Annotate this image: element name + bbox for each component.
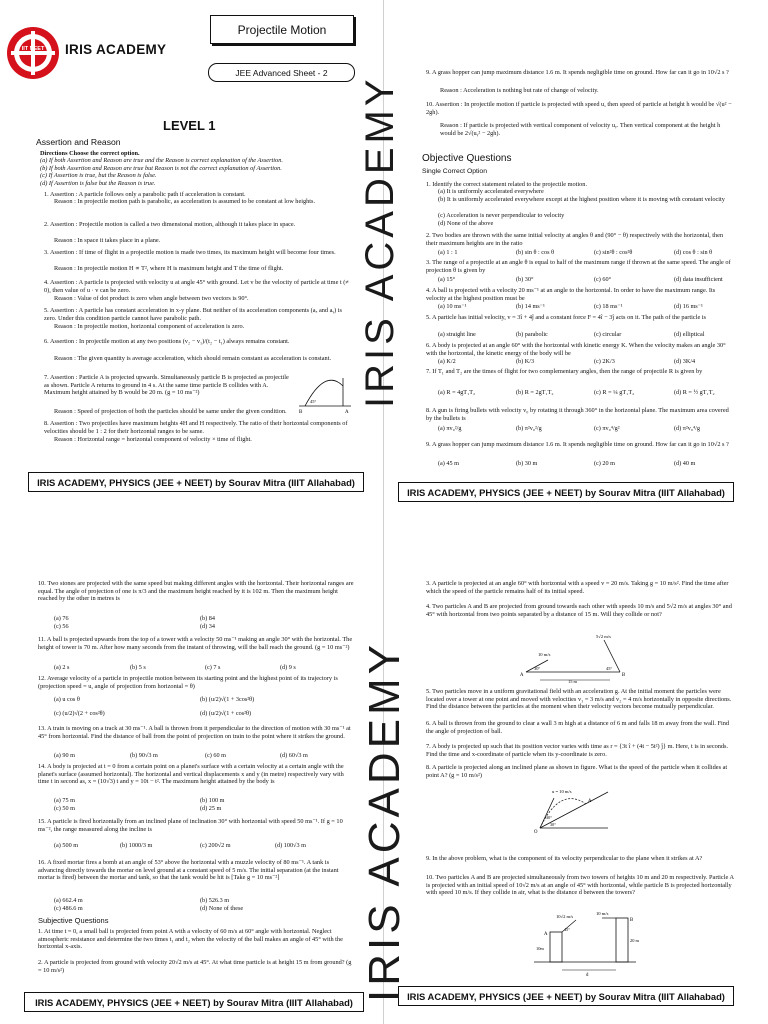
ar-q10-reason: Reason : If particle is projected with vertical component of velocity uᵧ. Then vertical component at the height h would be 2√(uᵧ² − 2gh).	[440, 122, 721, 137]
page-3	[0, 512, 384, 1024]
obj-q15-a: (a) 500 m	[54, 842, 79, 849]
figure-subj-q8	[534, 786, 614, 834]
ar-q4: 4. Assertion : A particle is projected with velocity u at angle 45° with ground. Let v be the velocity of particle at time t (≠ 0), then value of u · v can be zero.	[44, 279, 349, 294]
direction-b: (b) If both Assertion and Reason are true but Reason is not the correct explanation of Assertion.	[40, 165, 282, 172]
fig-label-a: A	[345, 410, 349, 414]
obj-q9-c: (c) 20 m	[594, 460, 615, 467]
subj-q9: 9. In the above problem, what is the component of its velocity perpendicular to the plane when it strikes at A?	[426, 855, 703, 862]
section-assertion-reason: Assertion and Reason	[36, 137, 121, 147]
obj-q6-d: (d) 3K/4	[674, 358, 696, 365]
obj-q16-d: (d) None of these	[200, 905, 244, 912]
ar-q8-reason: Reason : Horizontal range = horizontal component of velocity × time of flight.	[54, 436, 252, 443]
obj-q16: 16. A fixed mortar fires a bomb at an angle of 53° above the horizontal with a muzzle velocity of 80 ms⁻¹. A tank is advancing directly towards the mortar on level ground at a constant speed of 5 m/s. The initial separation (at the instant mortar is fired) between the mortar and tank, so that the tank would be hit is [Take g = 10 ms⁻²]	[38, 859, 339, 882]
fig8-a: A	[588, 799, 592, 804]
obj-q12-d: (d) (u/2)√(1 + cos²θ)	[200, 710, 252, 717]
fig8-o: O	[534, 830, 538, 834]
obj-q13: 13. A train is moving on a track at 30 ms⁻¹. A ball is thrown from it perpendicular to the direction of motion with 30 ms⁻¹ at 45° from horizontal. Find the distance of ball from the point of projection on train to the point where it strikes the ground.	[38, 725, 351, 740]
subj-q1: 1. At time t = 0, a small ball is projected from point A with a velocity of 60 m/s at 60° angle with horizontal. Neglect atmospheric resistance and determine the two times t₁ and t₂ when the velocity of the ball makes an angle of 45° with the horizontal x-axis.	[38, 928, 343, 951]
fig4-va: 10 m/s	[538, 652, 551, 657]
ar-q9-reason: Reason : Acceleration is nothing but rate of change of velocity.	[440, 87, 599, 94]
subj-q4: 4. Two particles A and B are projected from ground towards each other with speeds 10 m/s and 5√2 m/s at angles 30° and 45° with horizontal from two points separated by a distance of 15 m. Will they collide or not?	[426, 603, 732, 618]
fig10-height-a: 10m	[536, 946, 544, 951]
section-objective: Objective Questions	[422, 153, 512, 164]
obj-q11: 11. A ball is projected upwards from the top of a tower with a velocity 50 ms⁻¹ making an angle 30° with the horizontal. The height of tower is 70 m. After how many seconds from the instant of throwing, will the ball reach the ground. (g = 10 ms⁻²)	[38, 636, 353, 651]
obj-q5-a: (a) straight line	[438, 331, 476, 338]
obj-q4-b: (b) 14 ms⁻¹	[516, 303, 545, 310]
ar-q7: 7. Assertion : Particle A is projected upwards. Simultaneously particle B is projected as projectile as shown. Particle A returns to ground in 4 s. At the same time particle B collides with A. Maximum height attained by B would be 20 m. (g = 10 ms⁻²)	[44, 374, 289, 397]
fig4-vb: 5√2 m/s	[596, 634, 611, 639]
sheet-text: JEE Advanced Sheet - 2	[235, 67, 328, 78]
ar-q7-reason: Reason : Speed of projection of both the particles should be same under the given condition.	[54, 408, 287, 415]
subj-q3: 3. A particle is projected at an angle 60° with horizontal with a speed v = 20 m/s. Taking g = 10 m/s². Find the time after which the speed of the particle remains half of its initial speed.	[426, 580, 729, 595]
obj-q8-d: (d) π²v₀⁴/g	[674, 425, 700, 432]
ar-q3-reason: Reason : In projectile motion H ∝ T², where H is maximum height and T the time of flight.	[54, 265, 284, 272]
obj-q7-d: (d) R = ½ gT₁T₂	[674, 389, 715, 396]
direction-c: (c) If Assertion is true, but the Reason is false.	[40, 172, 157, 179]
obj-q7-b: (b) R = 2gT₁T₂	[516, 389, 554, 396]
footer-page-3: IRIS ACADEMY, PHYSICS (JEE + NEET) by Sourav Mitra (IIIT Allahabad)	[24, 992, 364, 1012]
obj-q12-a: (a) u cos θ	[54, 696, 80, 703]
subj-q6: 6. A ball is thrown from the ground to clear a wall 3 m high at a distance of 6 m and falls 18 m away from the wall. Find the angle of projection of ball.	[426, 720, 730, 735]
obj-q10: 10. Two stones are projected with the same speed but making different angles with the horizontal. Their horizontal ranges are equal. The angle of projection of one is π/3 and the maximum height reached by it is 102 m. Then the maximum height reached by the other in metres is	[38, 580, 354, 603]
obj-q3-c: (c) 60°	[594, 276, 612, 283]
page-4	[384, 512, 768, 1024]
ar-q6: 6. Assertion : In projectile motion at any two positions (v₂ − v₁)/(t₂ − t₁) always remains constant.	[44, 338, 290, 345]
obj-q9-d: (d) 40 m	[674, 460, 696, 467]
sub-subjective: Subjective Questions	[38, 916, 109, 925]
obj-q2-a: (a) 1 : 1	[438, 249, 458, 256]
obj-q12-c: (c) (u/2)√(2 + cos²θ)	[54, 710, 105, 717]
ar-q4-reason: Reason : Value of dot product is zero when angle between two vectors is 90°.	[54, 295, 249, 302]
obj-q4-a: (a) 10 ms⁻¹	[438, 303, 467, 310]
obj-q14-d: (d) 25 m	[200, 805, 222, 812]
obj-q7: 7. If T₁ and T₂ are the times of flight for two complementary angles, then the range of projectile R is given by	[426, 368, 703, 375]
obj-q6-c: (c) 2K/3	[594, 358, 615, 365]
fig8-speed: u = 10 m/s	[552, 789, 572, 794]
footer-page-2: IRIS ACADEMY, PHYSICS (JEE + NEET) by Sourav Mitra (IIIT Allahabad)	[398, 482, 734, 502]
obj-q3-d: (d) data insufficient	[674, 276, 723, 283]
obj-q10-a: (a) 76	[54, 615, 69, 622]
obj-q4-c: (c) 18 ms⁻¹	[594, 303, 623, 310]
fig10-va: 10√2 m/s	[556, 914, 574, 919]
obj-q3-b: (b) 30°	[516, 276, 534, 283]
obj-q15: 15. A particle is fired horizontally from an inclined plane of inclination 30° with horizontal with speed 50 ms⁻¹. If g = 10 ms⁻², the range measured along the incline is	[38, 818, 343, 833]
fig4-b: B	[622, 673, 626, 678]
sheet-label	[208, 63, 355, 82]
obj-q14: 14. A body is projected at t = 0 from a certain point on a planet's surface with a certain velocity at a certain angle with the planet's surface (assumed horizontal). The horizontal and vertical displacements x and y (in metre) respectively vary with time t in second as, x = (10√3) t and y = 10t − t². The maximum height attained by the body is	[38, 763, 344, 786]
obj-q15-c: (c) 200√2 m	[200, 842, 231, 849]
obj-q11-b: (b) 5 s	[130, 664, 146, 671]
obj-q11-a: (a) 2 s	[54, 664, 70, 671]
fig8-angle-1: 30°	[546, 815, 552, 820]
obj-q2-d: (d) cos θ : sin θ	[674, 249, 713, 256]
obj-q12-b: (b) (u/2)√(1 + 3cos²θ)	[200, 696, 255, 703]
fig-label-angle: 45°	[310, 399, 317, 404]
fig4-angle-a: 30°	[534, 666, 541, 671]
ar-q5-reason: Reason : In projectile motion, horizontal component of acceleration is zero.	[54, 323, 245, 330]
obj-q8: 8. A gun is firing bullets with velocity v₀ by rotating it through 360° in the horizontal plane. The maximum area covered by the bullets is	[426, 407, 729, 422]
obj-q7-c: (c) R = ¼ gT₁T₂	[594, 389, 635, 396]
obj-q2: 2. Two bodies are thrown with the same initial velocity at angles θ and (90° − θ) respectively with the horizontal, then their maximum heights are in the ratio	[426, 232, 724, 247]
obj-q5-b: (b) parabolic	[516, 331, 548, 338]
obj-q5: 5. A particle has initial velocity, v = 3î + 4ĵ and a constant force F = 4î − 3ĵ acts on it. The path of the particle is	[426, 314, 707, 321]
obj-q1: 1. Identify the correct statement related to the projectile motion.	[426, 181, 588, 188]
fig-label-b: B	[299, 410, 303, 414]
page-title: Projectile Motion	[237, 22, 327, 37]
obj-q3: 3. The range of a projectile at an angle θ is equal to half of the maximum range if thrown at the same speed. The angle of projection θ is given by	[426, 259, 731, 274]
footer-page-1: IRIS ACADEMY, PHYSICS (JEE + NEET) by Sourav Mitra (IIIT Allahabad)	[28, 472, 364, 492]
level-heading: LEVEL 1	[163, 118, 216, 133]
fig10-a: A	[544, 932, 548, 937]
figure-subj-q10	[530, 910, 640, 978]
obj-q10-d: (d) 34	[200, 623, 215, 630]
direction-d: (d) If Assertion is false but the Reason is true.	[40, 180, 156, 187]
ar-q1-reason: Reason : In projectile motion path is parabolic, as acceleration is assumed to be constant at low heights.	[54, 198, 316, 205]
brand-name: IRIS ACADEMY	[65, 42, 167, 57]
subj-q10: 10. Two particles A and B are projected simultaneously from two towers of heights 10 m and 20 m respectively. Particle A is projected with an initial speed of 10√2 m/s at an angle of 45° with horizontal, while particle B is projected horizontally with speed 10 m/s. If they collide in air, what is the distance d between the towers?	[426, 874, 734, 897]
obj-q1-b: (b) It is uniformly accelerated everywhere except at the highest position where it is moving with constant velocity	[438, 196, 725, 203]
fig10-b: B	[630, 918, 634, 923]
fig10-angle: 45°	[564, 927, 570, 932]
obj-q9-b: (b) 30 m	[516, 460, 538, 467]
subj-q8: 8. A particle is projected along an inclined plane as shown in figure. What is the speed of the particle when it collides at point A? (g = 10 m/s²)	[426, 764, 728, 779]
watermark-lower: IRIS ACADEMY	[360, 641, 409, 1002]
fig10-d: d	[586, 973, 589, 978]
obj-q13-d: (d) 60√3 m	[280, 752, 308, 759]
fig4-a: A	[520, 673, 524, 678]
iit-neet-logo	[7, 27, 59, 79]
obj-q13-b: (b) 90√3 m	[130, 752, 158, 759]
obj-q1-c: (c) Acceleration is never perpendicular to velocity	[438, 212, 565, 219]
obj-q2-c: (c) sin²θ : cos²θ	[594, 249, 633, 256]
obj-q15-b: (b) 1000/3 m	[120, 842, 153, 849]
obj-q10-c: (c) 56	[54, 623, 69, 630]
obj-q5-c: (c) circular	[594, 331, 622, 338]
subj-q7: 7. A body is projected up such that its position vector varies with time as r = {3t î + (4t − 5t²) ĵ} m. Here, t is in seconds. Find the time and x-coordinate of particle when its y-coordinate is zero.	[426, 743, 729, 758]
obj-q16-c: (c) 486.6 m	[54, 905, 83, 912]
page-1	[0, 0, 384, 512]
watermark-upper: IRIS ACADEMY	[358, 75, 402, 408]
fig4-distance: 15 m	[568, 679, 577, 684]
title-box	[210, 15, 354, 44]
fig10-height-b: 20 m	[630, 938, 639, 943]
obj-q10-b: (b) 84	[200, 615, 215, 622]
obj-q1-d: (d) None of the above	[438, 220, 494, 227]
ar-q8: 8. Assertion : Two projectiles have maximum heights 4H and H respectively. The ratio of their horizontal components of velocities should be 1 : 2 for their horizontal ranges to be same.	[44, 420, 348, 435]
sub-single-correct: Single Correct Option	[422, 168, 487, 175]
obj-q8-c: (c) πv₀⁴/g²	[594, 425, 620, 432]
obj-q15-d: (d) 100√3 m	[275, 842, 306, 849]
obj-q6: 6. A body is projected at an angle 60° with the horizontal with kinetic energy K. When the velocity makes an angle 30° with the horizontal, the kinetic energy of the body will be	[426, 342, 726, 357]
ar-q5: 5. Assertion : A particle has constant acceleration in x-y plane. But neither of its acceleration components (aₓ and aᵧ) is zero. Under this condition particle cannot have parabolic path.	[44, 307, 342, 322]
figure-subj-q4	[520, 632, 630, 684]
ar-q3: 3. Assertion : If time of flight in a projectile motion is made two times, its maximum height will become four times.	[44, 249, 336, 256]
fig4-angle-b: 45°	[606, 666, 613, 671]
subj-q5: 5. Two particles move in a uniform gravitational field with an acceleration g. At the initial moment the particles were located over a tower at one point and moved with velocities v₁ = 3 m/s and v₂ = 4 m/s horizontally in opposite directions. Find the distance between the particles at the moment when their velocity vectors become mutually perpendicular.	[426, 688, 732, 711]
obj-q9-a: (a) 45 m	[438, 460, 459, 467]
obj-q5-d: (d) elliptical	[674, 331, 705, 338]
obj-q1-a: (a) It is uniformly accelerated everywhere	[438, 188, 544, 195]
page-2	[384, 0, 768, 512]
obj-q2-b: (b) sin θ : cos θ	[516, 249, 555, 256]
obj-q8-b: (b) π²v₀²/g	[516, 425, 542, 432]
obj-q12: 12. Average velocity of a particle in projectile motion between its starting point and the highest point of its trajectory is (projection speed = u, angle of projection from horizontal = θ)	[38, 675, 338, 690]
fig8-angle-2: 30°	[550, 822, 556, 827]
subj-q2: 2. A particle is projected from ground with velocity 20√2 m/s at 45°. At what time particle is at height 15 m from ground? (g = 10 m/s²)	[38, 959, 352, 974]
obj-q13-a: (a) 90 m	[54, 752, 75, 759]
obj-q14-a: (a) 75 m	[54, 797, 75, 804]
ar-q10: 10. Assertion : In projectile motion if particle is projected with speed u, then speed of particle at height h would be √(u² − 2gh).	[426, 101, 732, 116]
obj-q11-d: (d) 9 s	[280, 664, 296, 671]
ar-q6-reason: Reason : The given quantity is average acceleration, which should remain constant as acceleration is constant.	[54, 355, 332, 362]
obj-q14-c: (c) 50 m	[54, 805, 75, 812]
obj-q11-c: (c) 7 s	[205, 664, 221, 671]
obj-q14-b: (b) 100 m	[200, 797, 225, 804]
obj-q8-a: (a) πv₀²/g	[438, 425, 462, 432]
obj-q3-a: (a) 15°	[438, 276, 456, 283]
ar-q2: 2. Assertion : Projectile motion is called a two dimensional motion, although it takes place in space.	[44, 221, 296, 228]
obj-q4: 4. A ball is projected with a velocity 20 ms⁻¹ at an angle to the horizontal. In order to have the maximum range. Its velocity at the highest position must be	[426, 287, 716, 302]
obj-q16-b: (b) 526.3 m	[200, 897, 230, 904]
ar-q1: 1. Assertion : A particle follows only a parabolic path if acceleration is constant.	[44, 191, 246, 198]
footer-page-4: IRIS ACADEMY, PHYSICS (JEE + NEET) by Sourav Mitra (IIIT Allahabad)	[398, 986, 734, 1006]
obj-q6-b: (b) K/3	[516, 358, 535, 365]
obj-q9: 9. A grass hopper can jump maximum distance 1.6 m. It spends negligible time on ground. How far can it go in 10√2 s ?	[426, 441, 729, 448]
obj-q13-c: (c) 60 m	[205, 752, 226, 759]
ar-q2-reason: Reason : In space it takes place in a plane.	[54, 237, 161, 244]
fig10-vb: 10 m/s	[596, 911, 609, 916]
logo-text: IIT NEET	[21, 46, 45, 52]
obj-q4-d: (d) 16 ms⁻¹	[674, 303, 703, 310]
ar-q9: 9. A grass hopper can jump maximum distance 1.6 m. It spends negligible time on ground. How far can it go in 10√2 s ?	[426, 69, 729, 76]
obj-q16-a: (a) 662.4 m	[54, 897, 83, 904]
obj-q7-a: (a) R = 4gT₁T₂	[438, 389, 476, 396]
direction-a: (a) If both Assertion and Reason are true and the Reason is correct explanation of the Assertion.	[40, 157, 283, 164]
obj-q6-a: (a) K/2	[438, 358, 456, 365]
directions: Directions Choose the correct option.	[40, 150, 140, 157]
